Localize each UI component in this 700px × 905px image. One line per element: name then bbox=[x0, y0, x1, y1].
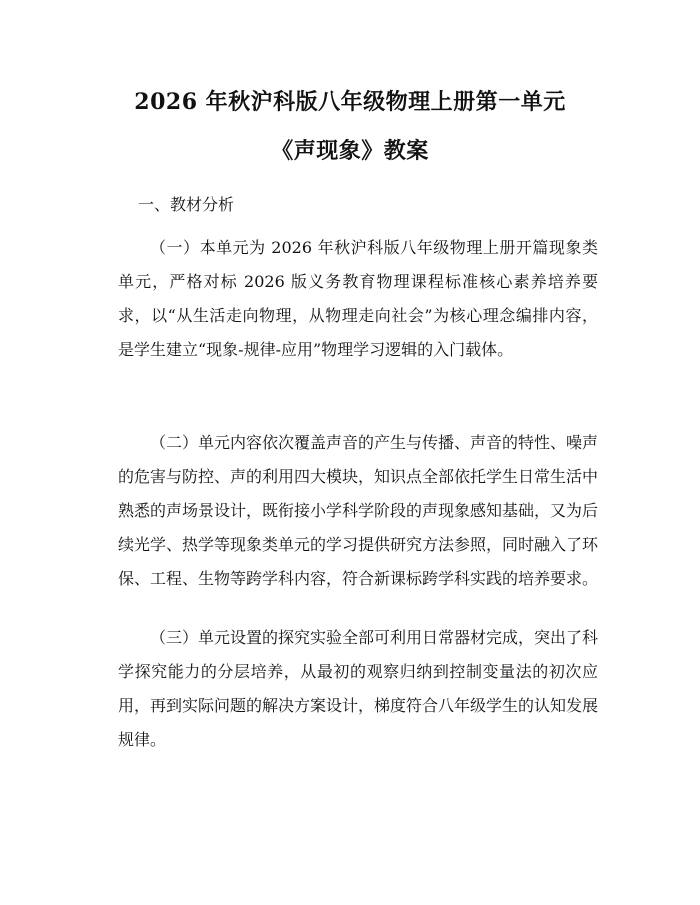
paragraph-3: （三）单元设置的探究实验全部可利用日常器材完成，突出了科学探究能力的分层培养，从最初的观察归纳到控制变量法的初次应用，再到实际问题的解决方案设计，梯度符合八年级学生的认知发展规律。 bbox=[118, 628, 599, 749]
section-heading: 一、教材分析 bbox=[138, 195, 235, 214]
document-title-line1: 2026 年秋沪科版八年级物理上册第一单元 bbox=[134, 89, 566, 115]
document-title-line2: 《声现象》教案 bbox=[271, 138, 429, 164]
paragraph-2: （二）单元内容依次覆盖声音的产生与传播、声音的特性、噪声的危害与防控、声的利用四大模块，知识点全部依托学生日常生活中熟悉的声场景设计，既衔接小学科学阶段的声现象感知基础，又为后续光学、热学等现象类单元的学习提供研究方法参照，同时融入了环保、工程、生物等跨学科内容，符合新课标跨学科实践的培养要求。 bbox=[118, 433, 599, 588]
paragraph-1: （一）本单元为 2026 年秋沪科版八年级物理上册开篇现象类单元，严格对标 2026 版义务教育物理课程标准核心素养培养要求，以“从生活走向物理，从物理走向社会”为核心理念编排内容，是学生建立“现象-规律-应用”物理学习逻辑的入门载体。 bbox=[118, 238, 598, 359]
